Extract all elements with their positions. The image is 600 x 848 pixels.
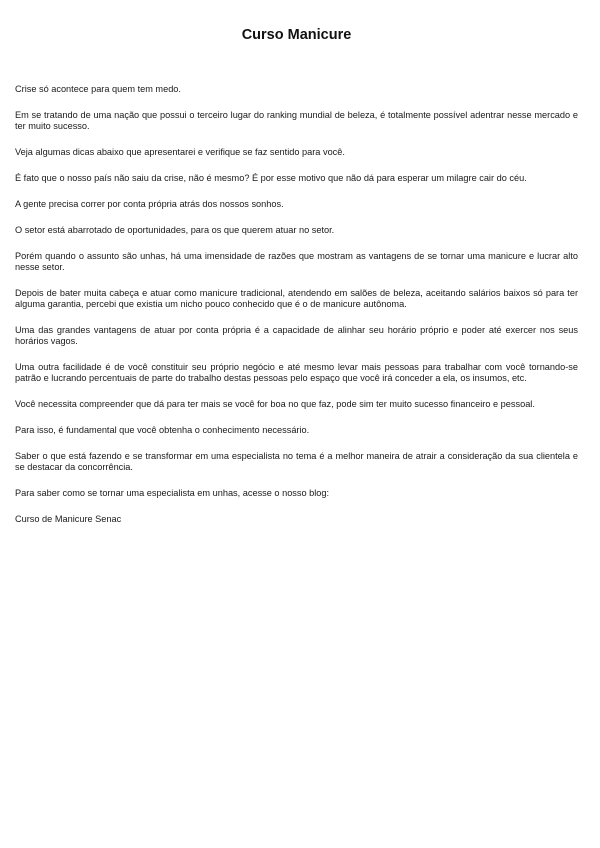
- document-body: [15, 84, 578, 525]
- paragraph-8: Depois de bater muita cabeça e atuar como manicure tradicional, atendendo em salões de beleza, aceitando salários baixos só para ter alguma garantia, percebi que existia um nicho pouco conhecido que é o de manicure autônoma.: [15, 288, 578, 309]
- paragraph-13: Saber o que está fazendo e se transformar em uma especialista no tema é a melhor maneira de atrair a consideração da sua clientela e se destacar da concorrência.: [15, 451, 578, 472]
- paragraph-14: Para saber como se tornar uma especialista em unhas, acesse o nosso blog:: [15, 488, 330, 498]
- paragraph-2: Em se tratando de uma nação que possui o terceiro lugar do ranking mundial de beleza, é totalmente possível adentrar nesse mercado e ter muito sucesso.: [15, 110, 578, 131]
- paragraph-5: A gente precisa correr por conta própria atrás dos nossos sonhos.: [15, 199, 284, 209]
- paragraph-6: O setor está abarrotado de oportunidades, para os que querem atuar no setor.: [15, 225, 335, 235]
- paragraph-4: É fato que o nosso país não saiu da crise, não é mesmo? É por esse motivo que não dá para esperar um milagre cair do céu.: [15, 173, 527, 183]
- page-title: Curso Manicure: [241, 27, 352, 43]
- paragraph-7: Porém quando o assunto são unhas, há uma imensidade de razões que mostram as vantagens de se tornar uma manicure e lucrar alto nesse setor.: [15, 251, 578, 272]
- paragraph-1: Crise só acontece para quem tem medo.: [15, 84, 181, 94]
- paragraph-3: Veja algumas dicas abaixo que apresentarei e verifique se faz sentido para você.: [15, 147, 345, 157]
- paragraph-12: Para isso, é fundamental que você obtenha o conhecimento necessário.: [15, 425, 310, 435]
- paragraph-9: Uma das grandes vantagens de atuar por conta própria é a capacidade de alinhar seu horário próprio e poder até exercer nos seus horários vagos.: [15, 325, 578, 346]
- paragraph-11: Você necessita compreender que dá para ter mais se você for boa no que faz, pode sim ter muito sucesso financeiro e pessoal.: [15, 399, 535, 409]
- paragraph-15: Curso de Manicure Senac: [15, 514, 122, 524]
- paragraph-10: Uma outra facilidade é de você constituir seu próprio negócio e até mesmo levar mais pessoas para trabalhar com você tornando-se patrão e lucrando percentuais de parte do trabalho destas pessoas pelo espaço que você irá conceder a ela, os insumos, etc.: [15, 362, 578, 383]
